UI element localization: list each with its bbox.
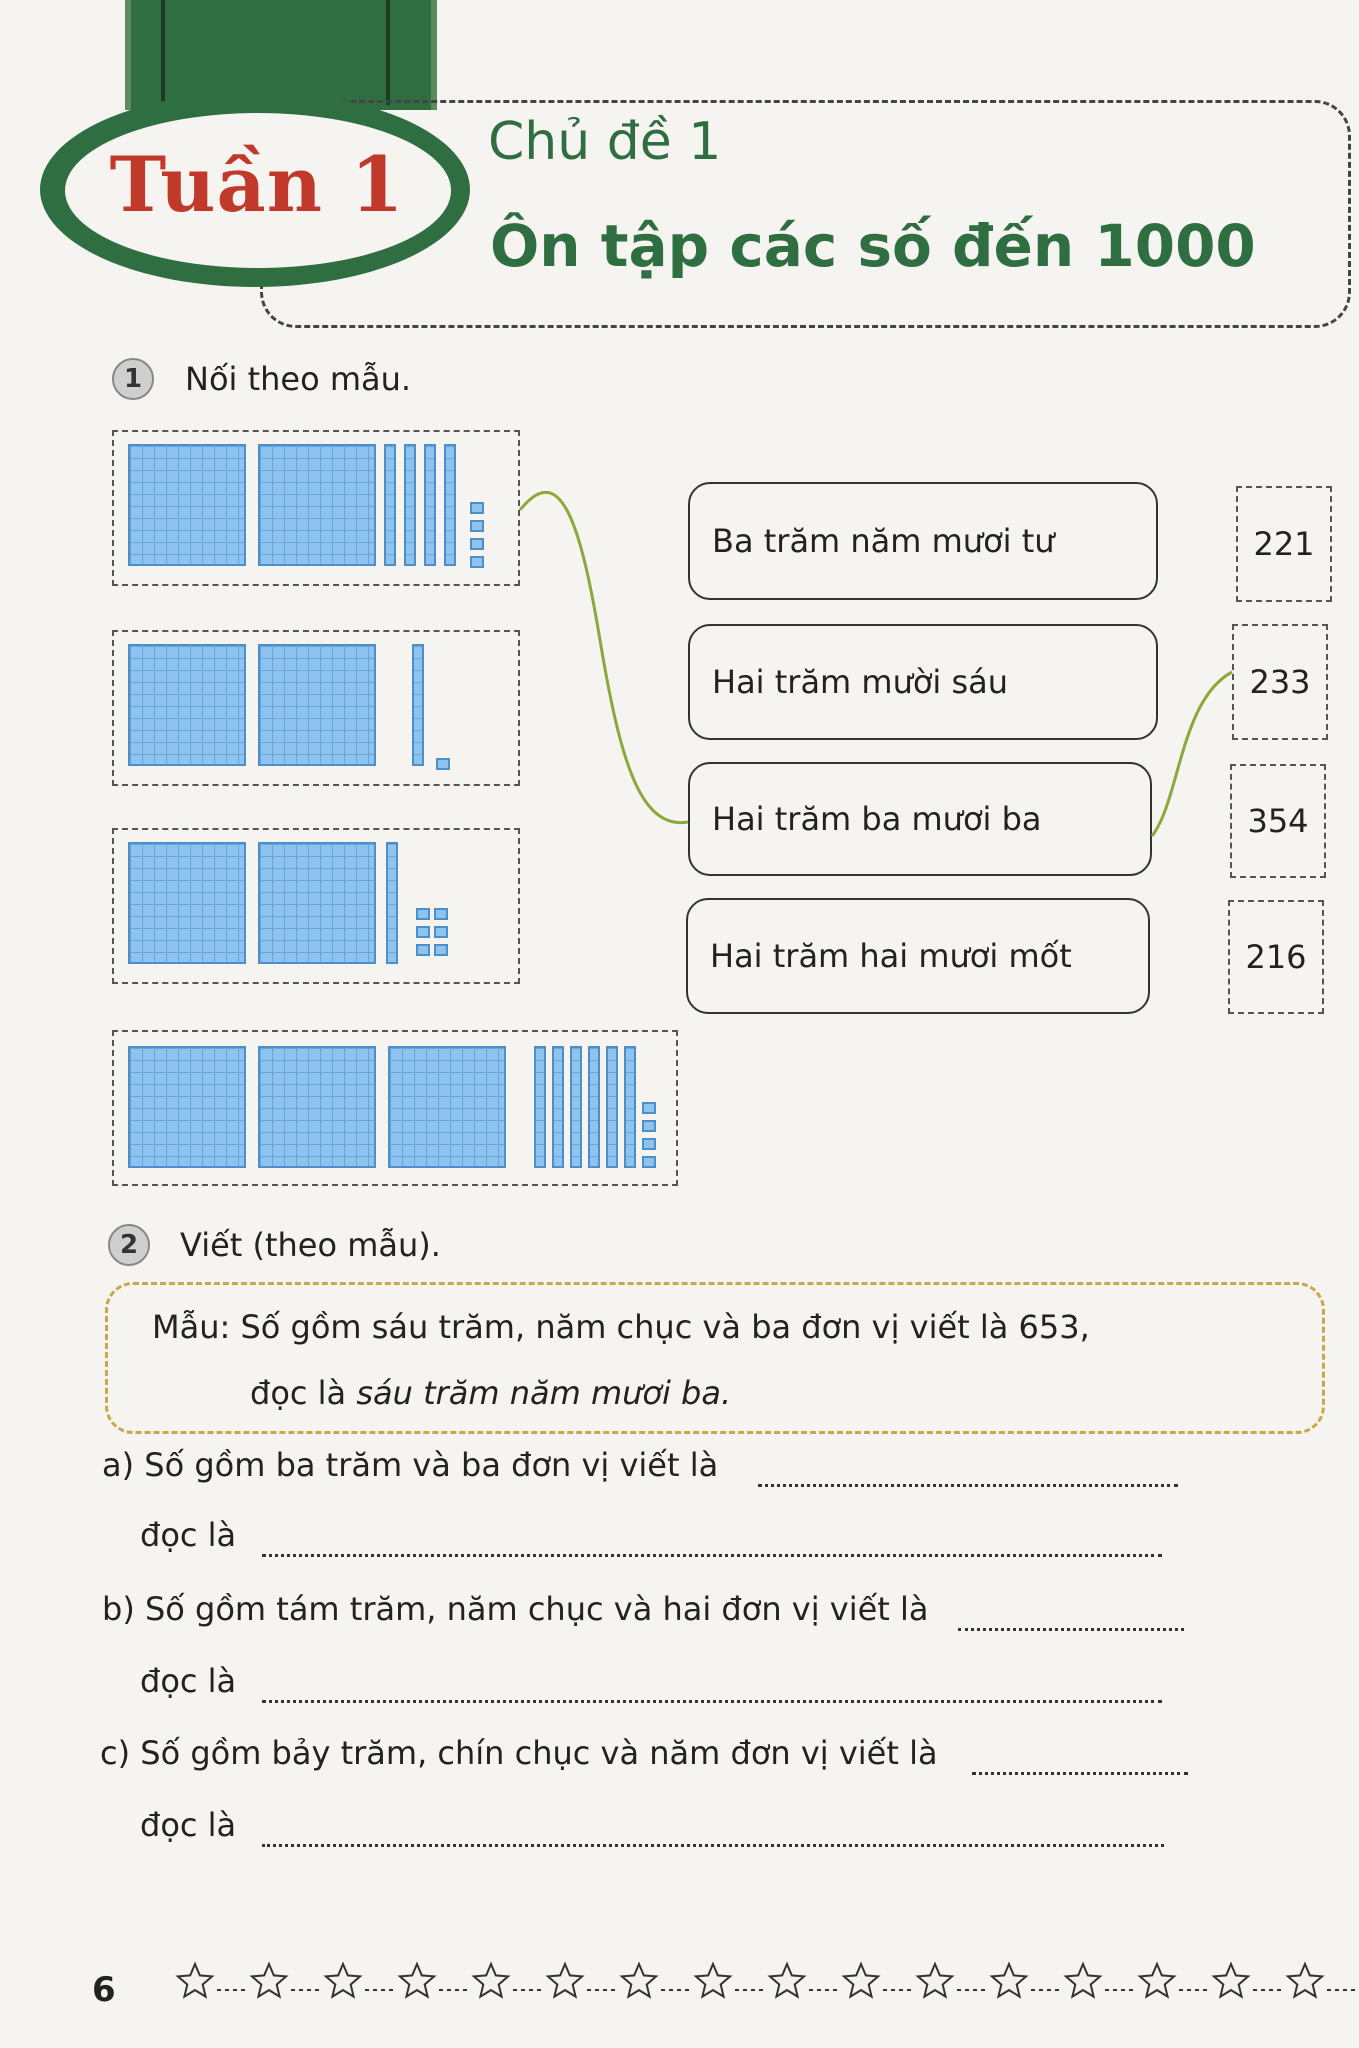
exercise-instruction: Viết (theo mẫu). [180,1226,441,1264]
star-icon [622,1964,656,1997]
star-icon [696,1964,730,1997]
item-c-label: c) Số gồm bảy trăm, chín chục và năm đơn vị viết là [100,1734,938,1772]
example-read-italic: sáu trăm năm mươi ba. [356,1374,732,1412]
star-icon [918,1964,952,1997]
star-border [175,1950,1355,2010]
word-text: Hai trăm hai mươi mốt [710,937,1072,975]
star-icon [844,1964,878,1997]
item-a-read-label: đọc là [140,1516,237,1554]
exercise-number-badge: 2 [108,1224,150,1266]
item-b-read-label: đọc là [140,1662,237,1700]
item-b-write-blank[interactable] [958,1628,1184,1631]
example-read-prefix: đọc là [250,1374,357,1412]
star-icon [1288,1964,1322,1997]
week-label: Tuần 1 [109,140,405,229]
star-icon [1066,1964,1100,1997]
star-icon [400,1964,434,1997]
page-number: 6 [92,1970,116,2010]
example-line-2 [250,1374,731,1412]
topic-title: Ôn tập các số đến 1000 [490,212,1256,280]
topic-number: Chủ đề 1 [488,112,722,172]
item-b-label: b) Số gồm tám trăm, năm chục và hai đơn vị viết là [102,1590,929,1628]
item-c-read-blank[interactable] [262,1844,1164,1847]
star-icon [1214,1964,1248,1997]
star-icon [1140,1964,1174,1997]
item-b-read-blank[interactable] [262,1700,1162,1703]
item-a-label: a) Số gồm ba trăm và ba đơn vị viết là [102,1446,719,1484]
star-icon [178,1964,212,1997]
number-text: 221 [1253,525,1315,563]
exercise-number-badge: 1 [112,358,154,400]
star-icon [992,1964,1026,1997]
star-icon [548,1964,582,1997]
example-line-1: Mẫu: Số gồm sáu trăm, năm chục và ba đơn vị viết là 653, [152,1308,1090,1346]
item-a-read-blank[interactable] [262,1554,1162,1557]
star-icon [474,1964,508,1997]
number-text: 354 [1247,802,1309,840]
item-a-write-blank[interactable] [758,1484,1178,1487]
item-c-read-label: đọc là [140,1806,237,1844]
star-icon [770,1964,804,1997]
match-line-sample [520,492,688,822]
star-icon [326,1964,360,1997]
word-text: Hai trăm mười sáu [712,663,1009,701]
word-text: Ba trăm năm mươi tư [712,522,1055,560]
number-text: 216 [1245,938,1307,976]
exercise-instruction: Nối theo mẫu. [185,360,412,398]
word-text: Hai trăm ba mươi ba [712,800,1042,838]
match-line-sample [1152,672,1232,836]
star-icon [252,1964,286,1997]
item-c-write-blank[interactable] [972,1772,1188,1775]
number-text: 233 [1249,663,1311,701]
